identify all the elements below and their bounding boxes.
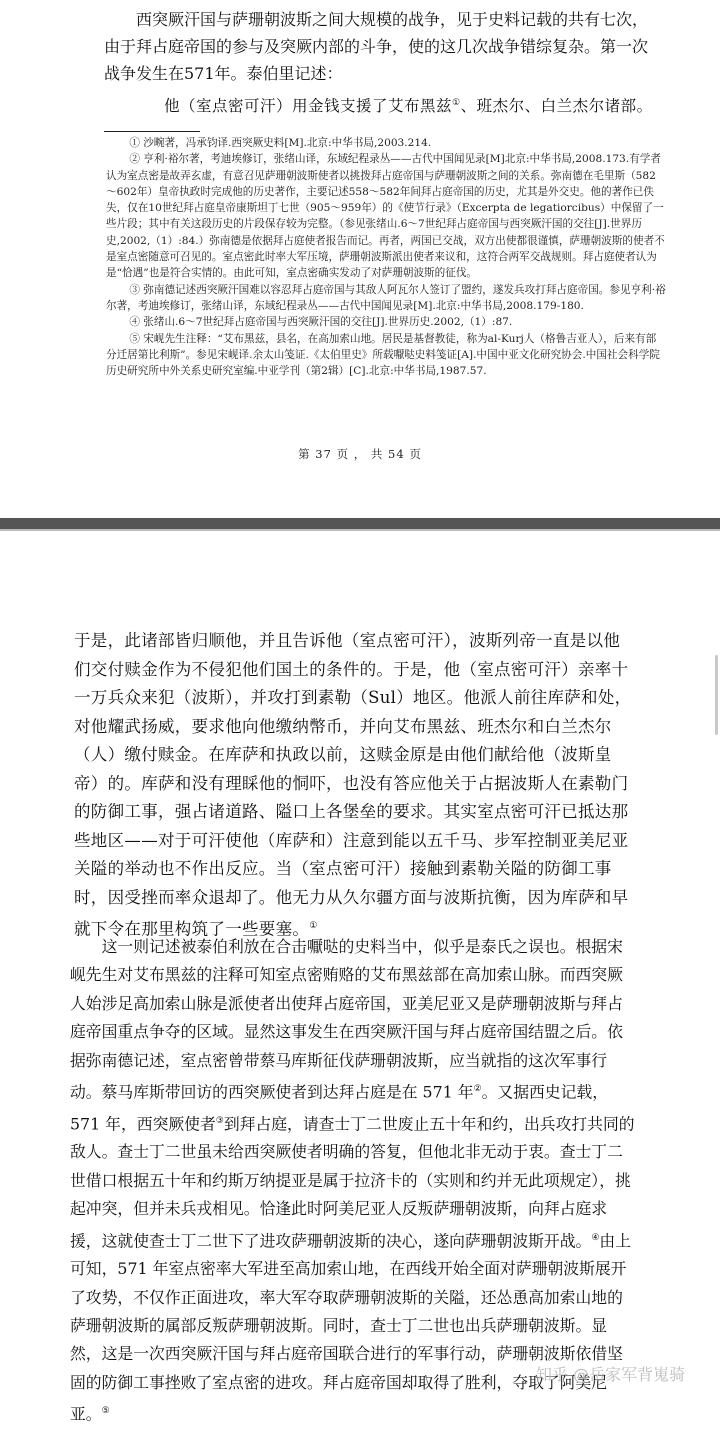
block-quote-continued (74, 627, 634, 944)
page-number: 第 37 页 ， 共 54 页 (298, 447, 422, 461)
block-quote (164, 90, 664, 119)
footnote-1: ① 沙畹著，冯承钧译.西突厥史料[M].北京:中华书局,2003.214. (129, 137, 432, 149)
intro-line-2: 由于拜占庭帝国的参与及突厥内部的斗争，使的这几次战争错综复杂。第一次 (104, 37, 649, 56)
footnote-ref: ⑤ (101, 1406, 110, 1417)
body-text: 这一则记述被泰伯利放在合击嚈哒的史料当中，似乎是泰氏之误也。根据宋岘先生对艾布黑兹的注释可知室点密贿赂的艾布黑兹部在高加索山脉。而西突厥人始涉足高加索山脉是派使者出使拜占庭帝国，亚美尼亚又是萨珊朝波斯与拜占庭帝国重点争夺的区域。显然这事发生在西突厥汗国与拜占庭帝国结盟之后。依据弥南德记述，室点密曾带蔡马库斯征伐萨珊朝波斯，应当就指的这次军事行动。蔡马库斯带回访的西突厥使者到达拜占庭是在 571 年 (70, 937, 623, 1102)
analysis-paragraph (70, 933, 636, 1429)
footnote-5: ⑤ 宋岘先生注释：“艾布黑兹，县名，在高加索山地。居民是基督教徒，称为al-Kurj人（格鲁吉亚人），后来有部分迁居第比利斯”。参见宋岘译.余太山笺证.《太伯里史》所载嚈哒史料笺证[A].中国中亚文化研究协会.中国社会科学院历史研究所中外关系史研究室编.中亚学刊（第2辑）[C].北京:中华书局,1987.57. (106, 332, 660, 378)
quote-text: 他（室点密可汗）用金钱支援了艾布黑兹 (164, 97, 453, 116)
footnotes (106, 135, 666, 379)
pdf-page-38 (0, 531, 720, 1424)
intro-paragraph (104, 6, 664, 87)
footnote-ref: ③ (215, 1115, 224, 1126)
pdf-page-37 (0, 0, 720, 518)
body-text: 到拜占庭，请查士丁二世废止五十年和约，出兵攻打共同的敌人。查士丁二世虽未给西突厥使者明确的答复，但他北非无动于衷。查士丁二世借口根据五十年和约斯万纳提亚是属于拉济卡的（实则和约并无此项规定），挑起冲突，但并未兵戎相见。恰逢此时阿美尼亚人反叛萨珊朝波斯，向拜占庭求援，这就使查士丁二世下了进攻萨珊朝波斯的决心，遂向萨珊朝波斯开战。 (70, 1113, 635, 1250)
quote-text-end: 、班杰尔、白兰杰尔诸部。 (460, 97, 653, 116)
watermark: 知乎 @岳家军背嵬骑 (536, 1365, 686, 1384)
footnote-4: ④ 张绪山.6～7世纪拜占庭帝国与西突厥汗国的交往[J].世界历史.2002,（1）:87. (129, 316, 513, 329)
quote-text: 于是，此诸部皆归顺他，并且告诉他（室点密可汗），波斯列帝一直是以他们交付赎金作为不侵犯他们国土的条件的。于是，他（室点密可汗）亲率十一万兵众来犯（波斯），并攻打到素勒（Sul）地区。他派人前往库萨和处，对他耀武扬威，要求他向他缴纳幣币，并向艾布黑兹、班杰尔和白兰杰尔（人）缴付赎金。在库萨和执政以前，这赎金原是由他们献给他（波斯皇帝）的。库萨和没有理睬他的恫吓，也没有答应他关于占据波斯人在素勒门的防御工事，强占诸道路、隘口上各堡垒的要求。其实室点密可汗已抵达那些地区——对于可汗使他（库萨和）注意到能以五千马、步军控制亚美尼亚关隘的举动也不作出反应。当（室点密可汗）接触到素勒关隘的防御工事时，因受挫而率众退却了。他无力从久尔疆方面与波斯抗衡，因为库萨和早就下令在那里构筑了一些要塞。 (74, 631, 632, 939)
footnote-ref: ① (452, 98, 461, 108)
footnote-3: ③ 弥南德记述西突厥汗国难以容忍拜占庭帝国与其敌人阿瓦尔人签订了盟约，遂发兵攻打拜占庭帝国。参见亨利·裕尔著，考迪埃修订，张绪山译，东域纪程录丛——古代中国闻见录[M].北京:中华书局,2008.179-180. (106, 283, 666, 312)
footnote-separator (104, 131, 200, 132)
scrollbar[interactable] (714, 0, 718, 518)
page-divider (0, 518, 720, 531)
body-text: 由上可知，571 年室点密率大军进至高加索山地，在西线开始全面对萨珊朝波斯展开了攻势，不仅作正面进攻，率大军夺取萨珊朝波斯的关隘，还怂恿高加索山地的萨珊朝波斯的属部反叛萨珊朝波斯。同时，查士丁二世也出兵萨珊朝波斯。显然，这是一次西突厥汗国与拜占庭帝国联合进行的军事行动，萨珊朝波斯依借坚固的防御工事挫败了室点密的进攻。拜占庭帝国却取得了胜利，夺取了阿美尼亚。 (70, 1230, 631, 1424)
footnote-2: ② 亨利·裕尔著，考迪埃修订，张绪山译，东域纪程录丛——古代中国闻见录[M]北京:中华书局,2008.173.有学者认为室点密是故弄玄虚，有意召见萨珊朝波斯使者以挑拨拜占庭帝国与萨珊朝波斯之间的关系。弥南德在毛里斯（582～602年）皇帝执政时完成他的历史著作，主要记述558～582年间拜占庭帝国的历史，尤其是外交史。他的著作已佚失，仅在10世纪拜占庭皇帝康斯坦丁七世（905～959年）的《使节行录》（Excerpta de legatiorcibus）中保留了一些片段；其中有关这段历史的片段保存较为完整。（参见张绪山.6～7世纪拜占庭帝国与西突厥汗国的交往[J].世界历史,2002,（1）:84.）弥南德是依据拜占庭使者报告而记。再者，两国已交战，双方出使都很谨慎，萨珊朝波斯的使者不是室点密随意可召见的。室点密此时率大军压境，萨珊朝波斯派出使者来议和，这符合两军交战规则。拜占庭使者认为是“恰遇”也是符合实情的。由此可知，室点密确实发动了对萨珊朝波斯的征伐。 (106, 153, 665, 280)
footnote-ref: ② (473, 1084, 482, 1095)
footnote-ref: ① (309, 921, 318, 931)
footnote-ref: ④ (591, 1232, 600, 1243)
intro-line-1: 西突厥汗国与萨珊朝波斯之间大规模的战争，见于史料记载的共有七次， (136, 10, 649, 29)
intro-line-3: 战争发生在571年。泰伯里记述： (104, 64, 343, 83)
scrollbar-thumb[interactable] (715, 655, 718, 735)
body-text: 。又据西史记载，571 年，西突厥使者 (70, 1082, 608, 1133)
